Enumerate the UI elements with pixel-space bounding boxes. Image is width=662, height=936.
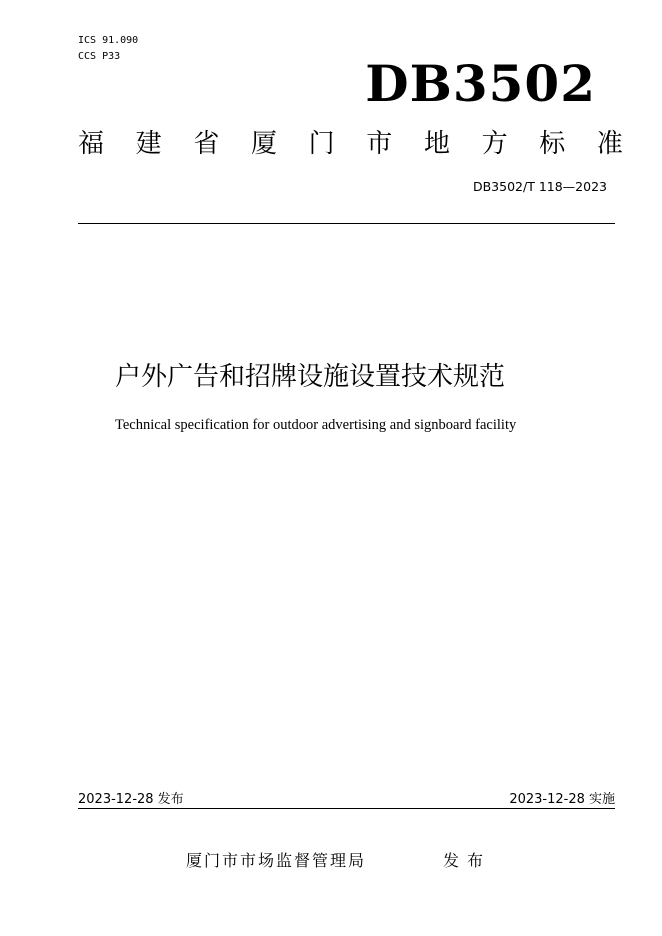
org-title-char: 省 xyxy=(193,129,220,159)
publisher-name: 厦门市市场监督管理局 xyxy=(186,851,367,870)
org-title-char: 准 xyxy=(596,129,623,159)
org-title-char: 标 xyxy=(539,129,566,159)
org-title-char: 建 xyxy=(135,129,162,159)
footer-divider xyxy=(78,808,615,809)
classification-codes xyxy=(78,33,138,65)
ccs-code: CCS P33 xyxy=(78,51,121,62)
document-title-en: Technical specification for outdoor advertising and signboard facility xyxy=(115,417,517,433)
org-title-char: 市 xyxy=(366,129,393,159)
document-title-cn: 户外广告和招牌设施设置技术规范 xyxy=(115,362,506,392)
org-title-char: 方 xyxy=(481,129,508,159)
issue-date: 2023-12-28 发布 xyxy=(78,792,184,807)
org-title-char: 地 xyxy=(423,129,450,159)
ics-code: ICS 91.090 xyxy=(78,35,139,46)
standard-logo: DB3502 xyxy=(365,54,596,113)
header-divider xyxy=(78,223,615,224)
standard-number: DB3502/T 118—2023 xyxy=(472,179,607,194)
org-title-char: 福 xyxy=(78,129,105,159)
org-title-char: 厦 xyxy=(250,129,277,159)
org-title-char: 门 xyxy=(308,129,335,159)
publish-label: 发布 xyxy=(443,851,492,870)
implementation-date: 2023-12-28 实施 xyxy=(509,792,615,807)
standard-type-title xyxy=(78,126,623,162)
